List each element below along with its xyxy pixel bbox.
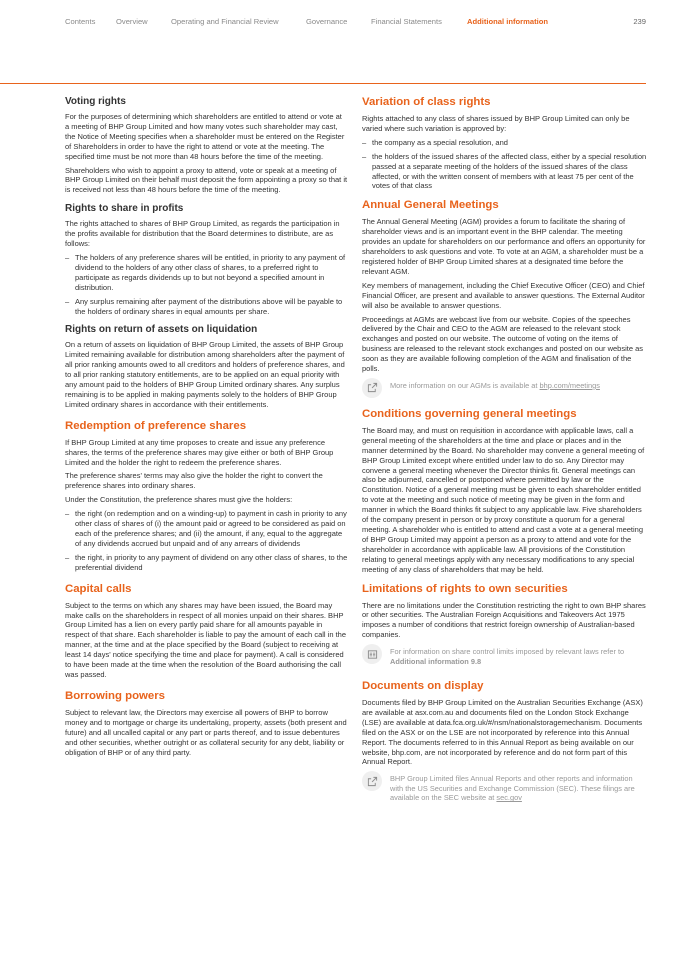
capital-calls-heading: Capital calls: [65, 582, 132, 595]
section-agm: [362, 199, 647, 398]
list-item: – the right (on redemption and on a winding-up) to payment in cash in priority to any other class of shares of (i) the amount paid or agreed to be considered as paid on each of the preference shares; and (ii) the amount, if any, equal to the aggregate of any dividends accrued but unpaid and of any arrears of dividends: [65, 509, 348, 549]
section-redemption: [65, 420, 348, 573]
nav-contents[interactable]: Contents: [65, 17, 96, 26]
left-column: [65, 96, 348, 765]
paragraph: The preference shares' terms may also give the holder the right to convert the preference shares into ordinary shares.: [65, 471, 323, 491]
sec-link[interactable]: sec.gov: [496, 793, 522, 803]
list-item: – the holders of the issued shares of the affected class, either by a special resolution passed at a separate meeting of the holders of the issued shares of the class affected, or with the written consent of members with at least 75 per cent of the votes of that class: [362, 152, 647, 192]
paragraph: Rights attached to any class of shares issued by BHP Group Limited can only be varied where such variation is approved by:: [362, 114, 630, 133]
paragraph: For the purposes of determining which shareholders are entitled to attend or vote at a meeting of BHP Group Limited and how many votes such shareholder may cast, the Notice of Meeting specifies when a shareholder must be entered on the Register of Shareholders in order to have the right to attend or vote at the meeting. The specified time must be not more than 48 hours before the time of the meeting.: [65, 112, 345, 161]
paragraph: The Annual General Meeting (AGM) provides a forum to facilitate the sharing of shareholder views and is an important event in the BHP calendar. The meeting provides an update for shareholders on our performance and offers an opportunity for shareholders to ask questions and vote. To vote at an AGM, a shareholder must be a registered holder of BHP Group Limited shares at a designated time before the relevant AGM.: [362, 217, 646, 276]
list-item: – the company as a special resolution, and: [362, 138, 647, 148]
section-share-in-profits: [65, 203, 348, 316]
header-divider: [0, 83, 646, 84]
paragraph: The rights attached to shares of BHP Group Limited, as regards the participation in the profits available for distribution that the Board determines to distribute, are as follows:: [65, 219, 340, 249]
paragraph: Subject to relevant law, the Directors may exercise all powers of BHP to borrow money and to mortgage or charge its undertaking, property, assets (both present and future) and all uncalled capital or any part or parts thereof, and to issue debentures and other securities, whether outright or as collateral security for any debt, liability or obligation of BHP or of any third party.: [65, 707, 347, 757]
paragraph: On a return of assets on liquidation of BHP Group Limited, the assets of BHP Group Limited remaining available for distribution among shareholders after the payment of all prior ranking amounts owed to all creditors and holders of preference shares, and to all prior ranking statutory entitlements, are to be applied on an equal priority with any amount paid to the holders of BHP Group Limited ordinary shares. Any surplus remaining is to be applied in making payments solely to the holders of BHP Group Limited ordinary shares in accordance with their entitlements.: [65, 340, 345, 409]
list-item: – The holders of any preference shares will be entitled, in priority to any payment of dividend to the holders of any other class of shares, to a preferred right to participate as regards dividends up to but not beyond a specified amount in distribution.: [65, 253, 348, 293]
voting-rights-heading: Voting rights: [65, 96, 126, 107]
note-text: For information on share control limits imposed by relevant laws refer to: [390, 647, 625, 657]
section-limitations: [362, 583, 647, 670]
section-liquidation: [65, 324, 348, 409]
right-column: [362, 96, 647, 817]
nav-overview[interactable]: Overview: [116, 17, 148, 26]
paragraph: Subject to the terms on which any shares may have been issued, the Board may make calls on the shareholders in respect of all monies unpaid on their shares. BHP Group Limited has a lien on every partly paid share for all amounts payable in respect of that share. Each shareholder is liable to pay the amount of each call in the manner, at the time and at the place specified by the Board (subject to receiving at least 14 days' notice specifying the time and place for payment). A call is considered to have been made at the time when the resolution of the Board authorising the call was passed.: [65, 600, 347, 679]
paragraph: Shareholders who wish to appoint a proxy to attend, vote or speak at a meeting of BHP Group Limited on their behalf must deposit the form appointing a proxy so that it is received not less than 48 hours before the time of the meeting.: [65, 165, 348, 195]
liquidation-heading: Rights on return of assets on liquidation: [65, 324, 258, 336]
agm-heading: Annual General Meetings: [362, 199, 499, 212]
paragraph: Documents filed by BHP Group Limited on the Australian Securities Exchange (ASX) are available at asx.com.au and documents filed on the London Stock Exchange (LSE) are available at data.fca.org.uk/#/nsm/nationalstoragemechanism. Documents filed on the ASX or on the LSE are not incorporated by reference into this Annual Report. The documents referred to in this Annual Report as being available on our website, bhp.com, are not incorporated by reference and do not form part of this Annual Report.: [362, 697, 643, 767]
section-voting-rights: [65, 96, 348, 195]
paragraph: There are no limitations under the Constitution restricting the right to own BHP shares or other securities. The Australian Foreign Acquisitions and Takeovers Act 1975 imposes a number of conditions that restrict foreign ownership of Australian-based companies.: [362, 600, 646, 640]
documents-heading: Documents on display: [362, 679, 484, 692]
documents-info-note: [362, 771, 647, 806]
section-documents-on-display: [362, 680, 647, 807]
section-conditions-general-meetings: [362, 408, 647, 575]
nav-operating-financial-review[interactable]: Operating and Financial Review: [171, 17, 279, 26]
additional-info-reference[interactable]: Additional information 9.8: [390, 656, 482, 666]
conditions-heading: Conditions governing general meetings: [362, 407, 577, 420]
agm-info-note: [362, 378, 647, 398]
nav-additional-information[interactable]: Additional information: [467, 17, 548, 26]
paragraph: The Board may, and must on requisition in accordance with applicable laws, call a general meeting of the shareholders at the time and place or places and in the manner determined by the Board. No shareholder may convene a general meeting of BHP Group Limited except where entitled under law to do so. Any Director may convene a general meeting whenever the Director thinks fit. General meetings can also be adjourned, cancelled or postponed where permitted by law or the Constitution. Notice of a general meeting must be given to each shareholder entitled to vote at the meeting and such notice of meeting may be given in the form and manner in which the Board thinks fit subject to any applicable law. Five shareholders of the company present in person or by proxy constitute a quorum for a general meeting. A shareholder who is entitled to attend and cast a vote at a general meeting of BHP Group Limited may appoint a person as a proxy to attend and vote for the shareholder in accordance with applicable law. All provisions of the Constitution relating to general meetings apply with any necessary modifications to any special meeting of any class of shareholders that may be held.: [362, 425, 645, 574]
redemption-heading: Redemption of preference shares: [65, 419, 247, 432]
document-reference-icon: [362, 644, 382, 664]
nav-governance[interactable]: Governance: [306, 17, 348, 26]
external-link-icon: [362, 378, 382, 398]
note-text: More information on our AGMs is available at: [390, 380, 540, 390]
section-borrowing-powers: [65, 690, 348, 758]
dash-list: [362, 138, 647, 192]
list-item: – Any surplus remaining after payment of the distributions above will be payable to the holders of ordinary shares in equal amounts per share.: [65, 297, 348, 317]
limitations-info-note: [362, 644, 647, 670]
paragraph: Under the Constitution, the preference shares must give the holders:: [65, 495, 293, 505]
external-link-icon: [362, 771, 382, 791]
borrowing-powers-heading: Borrowing powers: [65, 689, 165, 702]
variation-heading: Variation of class rights: [362, 96, 491, 108]
share-in-profits-heading: Rights to share in profits: [65, 203, 184, 215]
dash-list: [65, 253, 348, 316]
page-number: 239: [633, 17, 646, 26]
section-variation-class-rights: [362, 96, 647, 191]
paragraph: Proceedings at AGMs are webcast live from our website. Copies of the speeches delivered by the Chair and CEO to the AGM are released to the relevant stock exchanges and posted on our website. The outcome of voting on the items of business are released to the relevant stock exchanges and posted on our website as soon as they are available following completion of the AGM and finalisation of the polls.: [362, 314, 644, 374]
nav-financial-statements[interactable]: Financial Statements: [371, 17, 442, 26]
list-item: – the right, in priority to any payment of dividend on any other class of shares, to the preferential dividend: [65, 553, 348, 573]
note-text: BHP Group Limited files Annual Reports and other reports and information with the US Securities and Exchange Commission (SEC). These filings are available on the SEC website at: [390, 774, 635, 803]
top-navigation: [65, 17, 646, 29]
paragraph: If BHP Group Limited at any time proposes to create and issue any preference shares, the terms of the preference shares may give either or both of BHP Group Limited and the holder the right to redeem the preference shares.: [65, 437, 334, 467]
paragraph: Key members of management, including the Chief Executive Officer (CEO) and Chief Financial Officer, are present and available to answer questions. The External Auditor will also be available to answer questions.: [362, 280, 645, 310]
meetings-link[interactable]: bhp.com/meetings: [539, 380, 600, 390]
section-capital-calls: [65, 583, 348, 680]
limitations-heading: Limitations of rights to own securities: [362, 582, 568, 595]
dash-list: [65, 509, 348, 572]
